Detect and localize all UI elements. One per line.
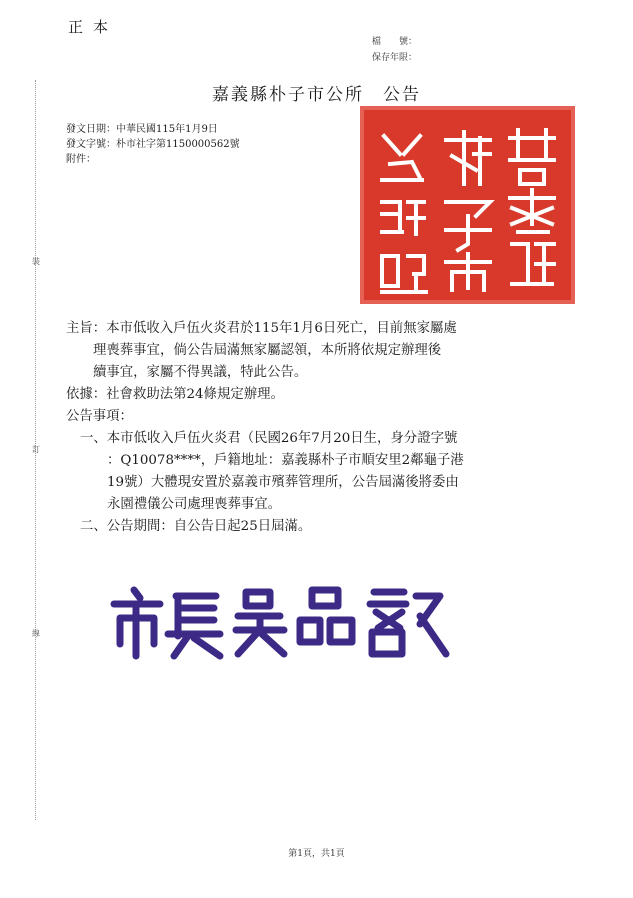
subject-block xyxy=(66,318,464,538)
margin-label-2: 訂 xyxy=(32,445,40,454)
page-title: 嘉義縣朴子市公所 公告 xyxy=(212,85,421,105)
issue-info xyxy=(66,122,240,167)
item-2-line: 二、公告期間：自公告日起25日屆滿。 xyxy=(80,519,312,534)
doc-number: 發文字號：朴市社字第1150000562號 xyxy=(66,139,240,150)
margin-label-1: 裝 xyxy=(32,257,40,266)
archive-no-label: 檔 號： xyxy=(372,37,418,47)
subject-line-1: 主旨：本市低收入戶伍火炎君於115年1月6日死亡，目前無家屬處 xyxy=(66,321,457,336)
item-1-line-1: 一、本市低收入戶伍火炎君（民國26年7月20日生，身分證字號 xyxy=(80,431,458,446)
retention-label: 保存年限： xyxy=(372,53,418,63)
copy-label: 正本 xyxy=(68,18,119,36)
item-1-line-2: ：Q10078****，戶籍地址：嘉義縣朴子市順安里2鄰龜子港 xyxy=(107,453,464,468)
signature-glyphs xyxy=(106,582,456,662)
issue-date: 發文日期：中華民國115年1月9日 xyxy=(66,124,218,135)
subject-line-2: 理喪葬事宜，倘公告屆滿無家屬認領，本所將依規定辦理後 xyxy=(93,343,442,358)
items-heading: 公告事項： xyxy=(66,409,133,424)
item-1-line-4: 永園禮儀公司處理喪葬事宜。 xyxy=(107,497,282,512)
attachment-label: 附件： xyxy=(66,154,96,165)
page-footer: 第1頁，共1頁 xyxy=(288,849,345,859)
mayor-signature xyxy=(106,582,456,666)
basis-line: 依據：社會救助法第24條規定辦理。 xyxy=(66,387,284,402)
official-seal xyxy=(360,106,575,304)
subject-line-3: 續事宜，家屬不得異議，特此公告。 xyxy=(93,365,308,380)
item-1-line-3: 19號）大體現安置於嘉義市殯葬管理所，公告屆滿後將委由 xyxy=(107,475,459,490)
seal-glyphs xyxy=(360,106,575,304)
margin-label-3: 線 xyxy=(32,629,40,638)
